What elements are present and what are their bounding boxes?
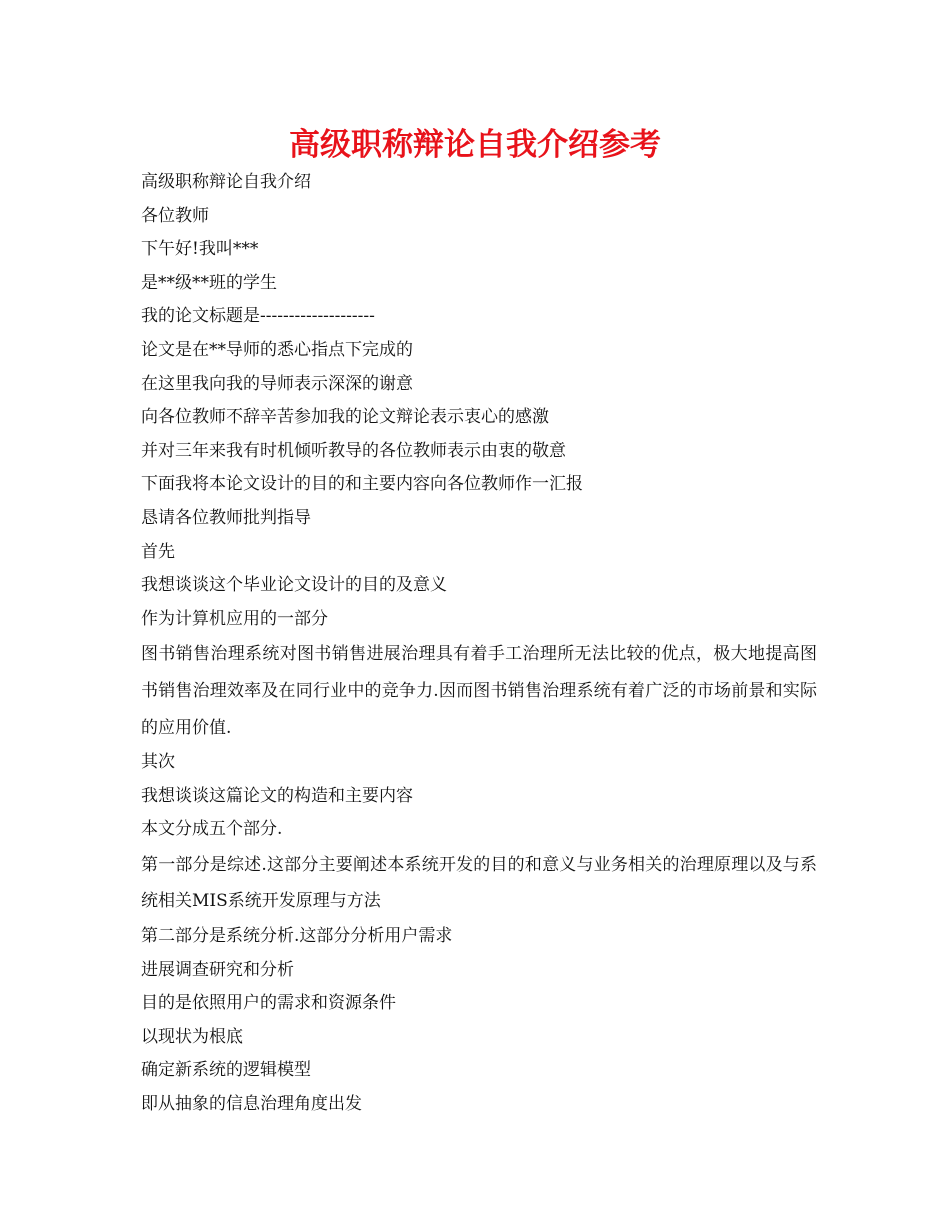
text-line: 我想谈谈这个毕业论文设计的目的及意义: [141, 575, 447, 596]
text-line: 本文分成五个部分.: [141, 819, 283, 840]
text-line: 其次: [141, 752, 175, 773]
text-line: 即从抽象的信息治理角度出发: [141, 1094, 362, 1115]
text-line: 我想谈谈这篇论文的构造和主要内容: [141, 785, 413, 806]
text-line: 在这里我向我的导师表示深深的谢意: [141, 373, 413, 394]
document-body: [141, 166, 817, 1122]
text-line: 首先: [141, 541, 175, 562]
text-line: 是**级**班的学生: [141, 272, 277, 293]
text-line: 第二部分是系统分析.这部分分析用户需求: [141, 926, 453, 947]
text-line: 以现状为根底: [141, 1026, 243, 1047]
text-line: 并对三年来我有时机倾听教导的各位教师表示由衷的敬意: [141, 440, 566, 461]
text-line: 向各位教师不辞辛苦参加我的论文辩论表示衷心的感激: [141, 407, 549, 428]
text-line: 高级职称辩论自我介绍: [141, 172, 311, 192]
text-line: 我的论文标题是--------------------: [141, 306, 375, 327]
text-line: 各位教师: [141, 205, 209, 226]
text-line: 目的是依照用户的需求和资源条件: [141, 993, 396, 1014]
document-title: 高级职称辩论自我介绍参考: [289, 127, 661, 163]
text-line: 下面我将本论文设计的目的和主要内容向各位教师作一汇报: [141, 474, 583, 495]
text-line: 确定新系统的逻辑模型: [141, 1060, 311, 1081]
text-line: 下午好!我叫***: [141, 239, 259, 260]
text-line: 恳请各位教师批判指导: [141, 507, 311, 528]
text-line: 进展调查研究和分析: [141, 959, 294, 980]
paragraph-advantages: 图书销售治理系统对图书销售进展治理具有着手工治理所无法比较的优点，极大地提高图书销售治理效率及在同行业中的竞争力.因而图书销售治理系统有着广泛的市场前景和实际的应用价值.: [141, 644, 817, 738]
text-line: 论文是在**导师的悉心指点下完成的: [141, 339, 413, 360]
paragraph-part-one: 第一部分是综述.这部分主要阐述本系统开发的目的和意义与业务相关的治理原理以及与系统相关MIS系统开发原理与方法: [141, 854, 817, 912]
text-line: 作为计算机应用的一部分: [141, 608, 328, 629]
